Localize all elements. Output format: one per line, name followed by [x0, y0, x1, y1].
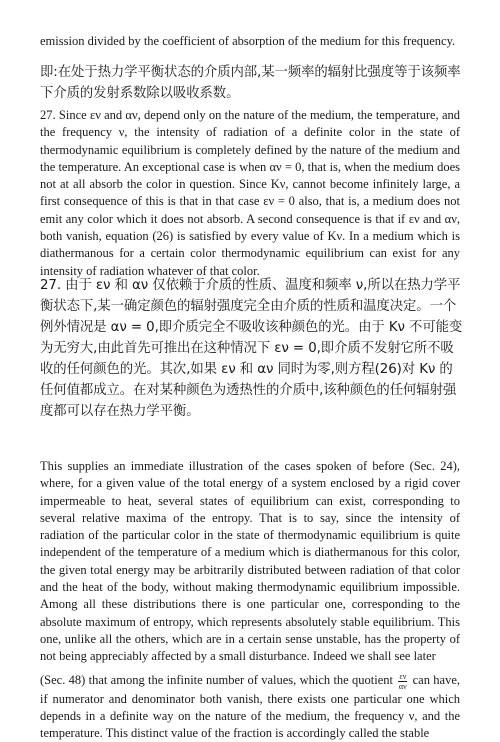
paragraph-text: 27. 由于 εν 和 αν 仅依赖于介质的性质、温度和频率 ν,所以在热力学平衡状态下,某一确定颜色的辐射强度完全由介质的性质和温度决定。一个例外情况是 αν = 0,即介质完全不吸收该种颜色的光。由于 Kν 不可能变为无穷大,由此首先可推出在这种情况下 εν = 0,即介质不发射它所不吸收的任何颜色的光。其次,如果 εν 和 αν 同时为零,则方程(26)对 Kν 的任何值都成立。在对某种颜色为透热性的介质中,该种颜色的任何辐射强度都可以存在热力学平衡。	[40, 278, 463, 419]
section-27-english	[40, 107, 460, 280]
paragraph-continuation	[40, 33, 460, 50]
text-after-fraction: can have, if numerator and denominator both vanish, there exists one particular one which depends in a definite way on the nature of the medium, the frequency ν, and the temperature. This distinct value of the fraction is accordingly called the stable	[40, 672, 461, 741]
paragraph-text-continued	[40, 672, 460, 742]
fraction-numerator: εν	[399, 671, 407, 681]
paragraph-text: emission divided by the coefficient of absorption of the medium for this frequency.	[40, 34, 456, 48]
paragraph-stable-equilibrium	[40, 458, 460, 742]
quotient-fraction	[398, 672, 407, 691]
paragraph-text: 27. Since εν and αν, depend only on the nature of the medium, the temperature, and the frequency ν, the intensity of radiation of a definite color in the state of thermodynamic equilibrium is completely defined by the nature of the medium and the temperature. An exceptional case is when αν = 0, that is, when the medium does not at all absorb the color in question. Since Kν, cannot become infinitely large, a first consequence of this is that in that case εν = 0 also, that is, a medium does not emit any color which it does not absorb. A second consequence is that if εν and αν, both vanish, equation (26) is satisfied by every value of Kν. In a medium which is diathermanous for a certain color thermodynamic equilibrium can exist for any intensity of radiation whatever of that color.	[40, 108, 460, 278]
paragraph-text: 即:在处于热力学平衡状态的介质内部,某一频率的辐射比强度等于该频率下介质的发射系数除以吸收系数。	[40, 65, 461, 101]
text-before-fraction: (Sec. 48) that among the infinite number of values, which the quotient	[40, 672, 394, 687]
fraction-denominator: αν	[398, 681, 407, 691]
paragraph-text: This supplies an immediate illustration of the cases spoken of before (Sec. 24), where, for a given value of the total energy of a system enclosed by a rigid cover impermeable to heat, several states of equilibrium can exist, corresponding to several relative maxima of the entropy. That is to say, since the intensity of radiation of the particular color in the state of thermodynamic equilibrium is quite independent of the temperature of a medium which is diathermanous for this color, the given total energy may be arbitrarily distributed between radiation of that color and the heat of the body, without making thermodynamic equilibrium impossible. Among all these distributions there is one particular one, corresponding to the absolute maximum of entropy, which represents absolutely stable equilibrium. This one, unlike all the others, which are in a certain sense unstable, has the property of not being appreciably affected by a small disturbance. Indeed we shall see later	[40, 459, 460, 664]
chinese-translation-intro	[40, 62, 465, 104]
section-27-chinese	[40, 275, 465, 422]
